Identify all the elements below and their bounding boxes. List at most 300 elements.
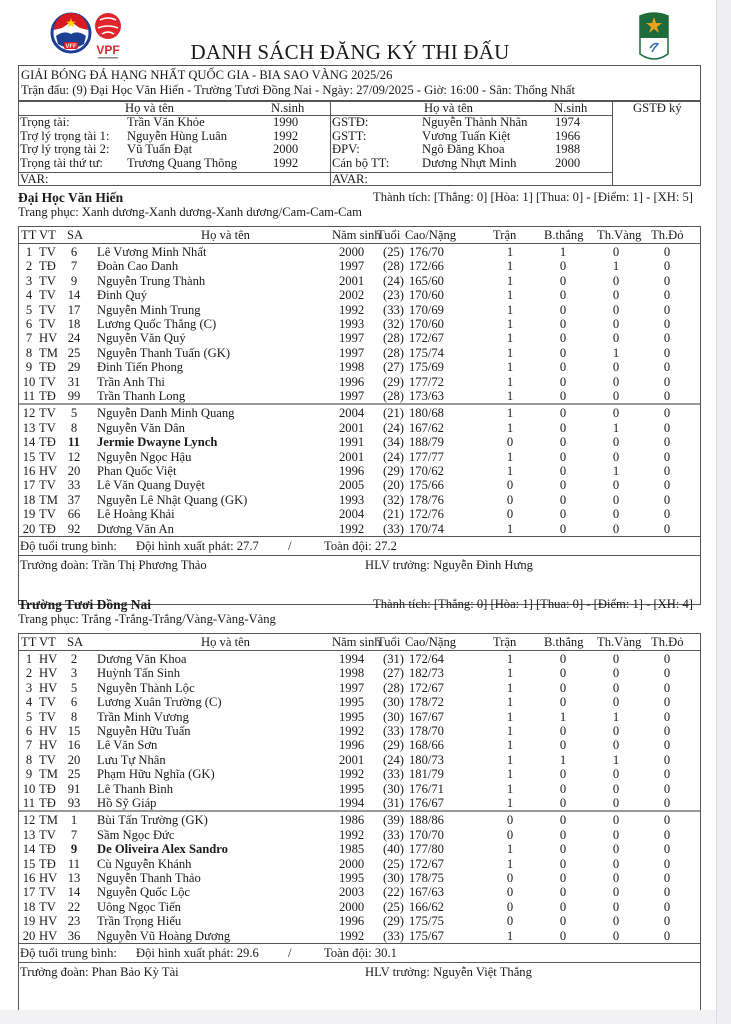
- cell-yellow: 0: [612, 885, 620, 900]
- cell-apps: 0: [506, 885, 514, 900]
- cell-yellow: 0: [612, 738, 620, 753]
- officials-right-roles: GSTĐ: GSTT: ĐPV: Cán bộ TT:: [332, 115, 390, 170]
- cell-red: 0: [663, 273, 671, 288]
- cell-hw: 175/67: [409, 928, 444, 943]
- cell-goals: 0: [559, 374, 567, 389]
- cell-age: (28): [383, 680, 404, 695]
- cell-vt: TV: [39, 317, 56, 331]
- cell-hw: 180/68: [409, 406, 444, 421]
- cell-vt: TM: [39, 492, 58, 507]
- cell-apps: 1: [506, 752, 514, 767]
- cell-year: 2004: [339, 507, 365, 522]
- player-row: [19, 406, 700, 420]
- player-row: [19, 753, 700, 767]
- cell-yellow: 0: [612, 406, 620, 421]
- cell-red: 0: [663, 435, 671, 450]
- cell-name: Lương Quốc Thắng (C): [97, 317, 217, 331]
- cell-sa: 29: [67, 360, 81, 375]
- cell-age: (33): [383, 521, 404, 536]
- cell-yellow: 0: [612, 245, 620, 259]
- cell-goals: 0: [559, 259, 567, 274]
- cell-age: (21): [383, 507, 404, 522]
- cell-name: Trần Thanh Long: [97, 389, 186, 403]
- cell-apps: 0: [506, 899, 514, 914]
- cell-hw: 172/67: [409, 680, 444, 695]
- cell-tt: 3: [25, 680, 33, 695]
- cell-age: (32): [383, 492, 404, 507]
- cell-hw: 167/67: [409, 709, 444, 724]
- cell-yellow: 0: [612, 842, 620, 857]
- cell-vt: TĐ: [39, 389, 56, 403]
- cell-hw: 175/75: [409, 914, 444, 929]
- cell-apps: 1: [506, 695, 514, 710]
- cell-apps: 1: [506, 449, 514, 464]
- cell-hw: 170/74: [409, 521, 444, 536]
- cell-goals: 0: [559, 885, 567, 900]
- cell-year: 1996: [339, 464, 365, 478]
- column-header: Trận: [493, 228, 517, 242]
- player-row: [19, 782, 700, 796]
- cell-red: 0: [663, 389, 671, 403]
- player-row: [19, 914, 700, 928]
- player-row: [19, 666, 700, 680]
- avar-label: AVAR:: [332, 172, 368, 186]
- cell-sa: 13: [67, 871, 81, 885]
- cell-red: 0: [663, 420, 671, 435]
- cell-goals: 0: [559, 406, 567, 421]
- cell-tt: 16: [22, 871, 36, 885]
- officials-header-name: Họ và tên: [125, 101, 174, 115]
- cell-vt: HV: [39, 652, 58, 666]
- cell-apps: 1: [506, 464, 514, 478]
- cell-year: 1986: [339, 813, 365, 828]
- player-row: [19, 738, 700, 752]
- player-row: [19, 767, 700, 781]
- cell-vt: HV: [39, 738, 58, 753]
- cell-tt: 4: [25, 695, 33, 710]
- officials-left-roles: Trọng tài: Trợ lý trọng tài 1: Trợ lý trọng tài 2: Trọng tài thứ tư:: [20, 115, 110, 170]
- avg-age-starting: Đội hình xuất phát: 29.6: [136, 946, 259, 960]
- cell-tt: 5: [25, 302, 33, 317]
- cell-name: Lê Văn Sơn: [97, 738, 158, 753]
- cell-year: 1995: [339, 695, 365, 710]
- cell-yellow: 0: [612, 899, 620, 914]
- cell-year: 1997: [339, 331, 365, 346]
- cell-red: 0: [663, 288, 671, 303]
- cell-age: (28): [383, 389, 404, 403]
- cell-sa: 22: [67, 899, 81, 914]
- cell-year: 1998: [339, 666, 365, 681]
- cell-red: 0: [663, 345, 671, 360]
- cell-hw: 173/63: [409, 389, 444, 403]
- officials-table: [18, 100, 701, 186]
- cell-tt: 13: [22, 420, 36, 435]
- cell-goals: 0: [559, 842, 567, 857]
- cell-tt: 6: [25, 724, 33, 738]
- cell-vt: TĐ: [39, 796, 56, 810]
- cell-apps: 0: [506, 871, 514, 885]
- cell-name: Đinh Tiến Phong: [97, 360, 184, 375]
- cell-red: 0: [663, 928, 671, 943]
- player-row: [19, 507, 700, 521]
- cell-age: (27): [383, 360, 404, 375]
- cell-sa: 33: [67, 478, 81, 493]
- cell-goals: 0: [559, 928, 567, 943]
- cell-red: 0: [663, 507, 671, 522]
- officials-left-births: 1990 1992 2000 1992: [273, 115, 299, 170]
- cell-red: 0: [663, 449, 671, 464]
- cell-year: 1994: [339, 796, 365, 810]
- cell-hw: 172/66: [409, 259, 444, 274]
- cell-red: 0: [663, 360, 671, 375]
- cell-goals: 0: [559, 914, 567, 929]
- cell-sa: 12: [67, 449, 81, 464]
- cell-tt: 1: [25, 652, 33, 666]
- cell-tt: 14: [22, 842, 36, 857]
- cell-vt: TV: [39, 752, 56, 767]
- cell-goals: 0: [559, 813, 567, 828]
- cell-tt: 2: [25, 666, 33, 681]
- player-row: [19, 389, 700, 403]
- cell-yellow: 0: [612, 796, 620, 810]
- cell-apps: 0: [506, 914, 514, 929]
- cell-vt: TV: [39, 406, 56, 421]
- column-header: Cao/Nặng: [405, 228, 457, 242]
- cell-red: 0: [663, 885, 671, 900]
- cell-name: De Oliveira Alex Sandro: [97, 842, 228, 857]
- cell-name: Huỳnh Tấn Sinh: [97, 666, 181, 681]
- cell-name: Lê Hoàng Khải: [97, 507, 175, 522]
- cell-apps: 1: [506, 666, 514, 681]
- cell-vt: TV: [39, 449, 56, 464]
- cell-age: (20): [383, 478, 404, 493]
- cell-yellow: 0: [612, 928, 620, 943]
- cell-sa: 11: [67, 856, 81, 871]
- cell-year: 1997: [339, 389, 365, 403]
- cell-year: 2000: [339, 899, 365, 914]
- cell-vt: HV: [39, 331, 58, 346]
- cell-tt: 1: [25, 245, 33, 259]
- cell-name: Nguyễn Danh Minh Quang: [97, 406, 235, 421]
- cell-red: 0: [663, 842, 671, 857]
- cell-yellow: 1: [612, 752, 620, 767]
- cell-hw: 181/79: [409, 767, 444, 782]
- avg-age-slash: /: [288, 539, 292, 553]
- player-row: [19, 450, 700, 464]
- cell-sa: 11: [68, 435, 80, 450]
- officials-header-sign: GSTĐ ký: [633, 101, 682, 115]
- cell-red: 0: [663, 302, 671, 317]
- cell-age: (25): [383, 856, 404, 871]
- cell-apps: 1: [506, 345, 514, 360]
- cell-yellow: 1: [612, 345, 620, 360]
- cell-age: (29): [383, 464, 404, 478]
- player-row: [19, 421, 700, 435]
- cell-year: 1997: [339, 680, 365, 695]
- cell-year: 1992: [339, 827, 365, 842]
- cell-name: Dương Văn Khoa: [97, 652, 187, 666]
- cell-name: Nguyễn Ngọc Hậu: [97, 449, 192, 464]
- cell-hw: 176/71: [409, 781, 444, 796]
- cell-hw: 178/72: [409, 695, 444, 710]
- cell-tt: 6: [25, 317, 33, 331]
- cell-red: 0: [663, 738, 671, 753]
- cell-hw: 177/77: [409, 449, 444, 464]
- cell-vt: TĐ: [39, 259, 56, 274]
- cell-apps: 0: [506, 827, 514, 842]
- cell-sa: 31: [67, 374, 81, 389]
- cell-tt: 3: [25, 273, 33, 288]
- cell-goals: 0: [559, 464, 567, 478]
- cell-year: 2001: [339, 420, 365, 435]
- player-row: [19, 259, 700, 273]
- cell-vt: TV: [39, 245, 56, 259]
- scrollbar-track[interactable]: [716, 0, 731, 1024]
- cell-tt: 15: [22, 856, 36, 871]
- column-header: B.thắng: [544, 228, 584, 242]
- column-header: B.thắng: [544, 635, 584, 649]
- cell-hw: 165/60: [409, 273, 444, 288]
- cell-tt: 18: [22, 492, 36, 507]
- cell-yellow: 1: [612, 464, 620, 478]
- cell-name: Nguyễn Minh Trung: [97, 302, 201, 317]
- cell-red: 0: [663, 652, 671, 666]
- head-coach: HLV trưởng: Nguyễn Đình Hưng: [365, 558, 533, 572]
- cell-tt: 14: [22, 435, 36, 450]
- column-header: Tuổi: [377, 228, 401, 242]
- cell-red: 0: [663, 827, 671, 842]
- cell-yellow: 0: [612, 273, 620, 288]
- cell-vt: TV: [39, 302, 56, 317]
- svg-text:VFF: VFF: [65, 44, 77, 50]
- cell-age: (27): [383, 666, 404, 681]
- cell-goals: 0: [559, 827, 567, 842]
- cell-hw: 176/67: [409, 796, 444, 810]
- cell-sa: 14: [67, 885, 81, 900]
- cell-tt: 12: [22, 813, 36, 828]
- cell-vt: TĐ: [39, 842, 56, 857]
- cell-year: 1992: [339, 724, 365, 738]
- cell-year: 2002: [339, 288, 365, 303]
- cell-year: 1997: [339, 259, 365, 274]
- cell-year: 2001: [339, 273, 365, 288]
- cell-name: Nguyễn Lê Nhật Quang (GK): [97, 492, 248, 507]
- cell-tt: 11: [22, 796, 36, 810]
- cell-vt: TĐ: [39, 781, 56, 796]
- cell-yellow: 0: [612, 302, 620, 317]
- officials-header-birth: N.sinh: [271, 101, 305, 115]
- cell-yellow: 0: [612, 435, 620, 450]
- competition-name: GIẢI BÓNG ĐÁ HẠNG NHẤT QUỐC GIA - BIA SAO VÀNG 2025/26: [21, 68, 393, 82]
- cell-vt: TV: [39, 827, 56, 842]
- cell-vt: HV: [39, 464, 58, 478]
- cell-name: Nguyễn Thanh Tuấn (GK): [97, 345, 231, 360]
- cell-vt: HV: [39, 724, 58, 738]
- cell-vt: HV: [39, 928, 58, 943]
- team-kit: Trang phục: Trắng -Trắng-Trắng/Vàng-Vàng-Vàng: [18, 612, 276, 626]
- player-row: [19, 522, 700, 536]
- column-header: TT: [21, 228, 37, 242]
- cell-sa: 6: [70, 695, 78, 710]
- cell-age: (33): [383, 724, 404, 738]
- cell-goals: 0: [559, 331, 567, 346]
- cell-age: (34): [383, 435, 404, 450]
- cell-vt: HV: [39, 914, 58, 929]
- cell-hw: 178/75: [409, 871, 444, 885]
- cell-tt: 20: [22, 521, 36, 536]
- column-header: Họ và tên: [201, 635, 250, 649]
- cell-apps: 0: [506, 507, 514, 522]
- cell-sa: 1: [70, 813, 78, 828]
- player-row: [19, 796, 700, 810]
- cell-sa: 3: [70, 666, 78, 681]
- cell-name: Lương Xuân Trường (C): [97, 695, 222, 710]
- cell-apps: 1: [506, 259, 514, 274]
- cell-name: Bùi Tấn Trường (GK): [97, 813, 208, 828]
- cell-sa: 14: [67, 288, 81, 303]
- cell-yellow: 0: [612, 724, 620, 738]
- cell-name: Lê Thanh Bình: [97, 781, 174, 796]
- cell-sa: 25: [67, 767, 81, 782]
- cell-sa: 9: [70, 842, 78, 857]
- team-kit: Trang phục: Xanh dương-Xanh dương-Xanh dương/Cam-Cam-Cam: [18, 205, 362, 219]
- player-row: [19, 871, 700, 885]
- cell-yellow: 0: [612, 680, 620, 695]
- cell-apps: 0: [506, 478, 514, 493]
- cell-age: (25): [383, 245, 404, 259]
- cell-goals: 0: [559, 435, 567, 450]
- cell-name: Trần Minh Vương: [97, 709, 189, 724]
- cell-sa: 6: [70, 245, 78, 259]
- player-row: [19, 478, 700, 492]
- cell-age: (32): [383, 317, 404, 331]
- cell-age: (39): [383, 813, 404, 828]
- cell-yellow: 0: [612, 374, 620, 389]
- player-row: [19, 274, 700, 288]
- cell-red: 0: [663, 492, 671, 507]
- cell-age: (33): [383, 827, 404, 842]
- cell-goals: 0: [559, 695, 567, 710]
- cell-vt: HV: [39, 680, 58, 695]
- cell-red: 0: [663, 767, 671, 782]
- cell-goals: 0: [559, 420, 567, 435]
- cell-apps: 1: [506, 273, 514, 288]
- cell-year: 2001: [339, 752, 365, 767]
- cell-red: 0: [663, 245, 671, 259]
- column-header: Trận: [493, 635, 517, 649]
- team-record: Thành tích: [Thắng: 0] [Hòa: 1] [Thua: 0] - [Điểm: 1] - [XH: 4]: [373, 597, 693, 611]
- cell-age: (24): [383, 449, 404, 464]
- cell-tt: 10: [22, 374, 36, 389]
- cell-vt: TV: [39, 478, 56, 493]
- cell-yellow: 1: [612, 709, 620, 724]
- cell-apps: 1: [506, 842, 514, 857]
- cell-apps: 1: [506, 389, 514, 403]
- cell-hw: 172/64: [409, 652, 444, 666]
- cell-name: Lưu Tự Nhân: [97, 752, 166, 767]
- cell-sa: 16: [67, 738, 81, 753]
- cell-age: (31): [383, 796, 404, 810]
- cell-goals: 0: [559, 507, 567, 522]
- cell-vt: TV: [39, 709, 56, 724]
- cell-age: (28): [383, 259, 404, 274]
- cell-yellow: 0: [612, 492, 620, 507]
- cell-hw: 175/69: [409, 360, 444, 375]
- cell-year: 1996: [339, 738, 365, 753]
- cell-vt: TĐ: [39, 360, 56, 375]
- cell-goals: 0: [559, 666, 567, 681]
- cell-red: 0: [663, 259, 671, 274]
- average-age-box: [18, 536, 701, 556]
- cell-age: (28): [383, 331, 404, 346]
- cell-age: (30): [383, 781, 404, 796]
- player-row: [19, 435, 700, 449]
- cell-yellow: 1: [612, 259, 620, 274]
- column-header: Năm sinh: [332, 635, 381, 649]
- cell-red: 0: [663, 464, 671, 478]
- cell-sa: 5: [70, 680, 78, 695]
- cell-tt: 13: [22, 827, 36, 842]
- cell-goals: 0: [559, 389, 567, 403]
- cell-hw: 167/63: [409, 885, 444, 900]
- player-row: [19, 652, 700, 666]
- cell-hw: 172/76: [409, 507, 444, 522]
- cell-name: Lê Văn Quang Duyệt: [97, 478, 205, 493]
- cell-red: 0: [663, 478, 671, 493]
- cell-hw: 175/74: [409, 345, 444, 360]
- cell-sa: 66: [67, 507, 81, 522]
- cell-goals: 1: [559, 752, 567, 767]
- cell-name: Nguyễn Thành Lộc: [97, 680, 195, 695]
- cell-vt: TV: [39, 273, 56, 288]
- match-details: Trận đấu: (9) Đại Học Văn Hiến - Trường Tươi Đồng Nai - Ngày: 27/09/2025 - Giờ: 16:00 - Sân: Thống Nhất: [21, 83, 576, 97]
- cell-year: 2000: [339, 245, 365, 259]
- cell-sa: 20: [67, 752, 81, 767]
- cell-red: 0: [663, 331, 671, 346]
- cell-year: 2001: [339, 449, 365, 464]
- cell-yellow: 0: [612, 914, 620, 929]
- svg-text:VPF: VPF: [96, 43, 120, 57]
- column-header: TT: [21, 635, 37, 649]
- cell-sa: 7: [70, 259, 78, 274]
- cell-name: Nguyễn Quốc Lộc: [97, 885, 191, 900]
- cell-hw: 172/67: [409, 856, 444, 871]
- player-row: [19, 493, 700, 507]
- player-row: [19, 842, 700, 856]
- cell-yellow: 0: [612, 389, 620, 403]
- cell-apps: 1: [506, 374, 514, 389]
- team-record: Thành tích: [Thắng: 0] [Hòa: 1] [Thua: 0] - [Điểm: 1] - [XH: 5]: [373, 190, 693, 204]
- column-header: VT: [39, 228, 56, 242]
- cell-age: (24): [383, 752, 404, 767]
- cell-name: Đoàn Cao Danh: [97, 259, 179, 274]
- cell-age: (30): [383, 709, 404, 724]
- cell-year: 1991: [339, 435, 365, 450]
- cell-sa: 7: [70, 827, 78, 842]
- cell-sa: 8: [70, 420, 78, 435]
- cell-yellow: 0: [612, 695, 620, 710]
- cell-sa: 9: [70, 273, 78, 288]
- officials-header-name-2: Họ và tên: [424, 101, 473, 115]
- cell-tt: 7: [25, 331, 33, 346]
- cell-age: (40): [383, 842, 404, 857]
- cell-apps: 1: [506, 781, 514, 796]
- cell-vt: HV: [39, 871, 58, 885]
- cell-goals: 0: [559, 521, 567, 536]
- player-row: [19, 929, 700, 943]
- cell-vt: TV: [39, 288, 56, 303]
- cell-red: 0: [663, 856, 671, 871]
